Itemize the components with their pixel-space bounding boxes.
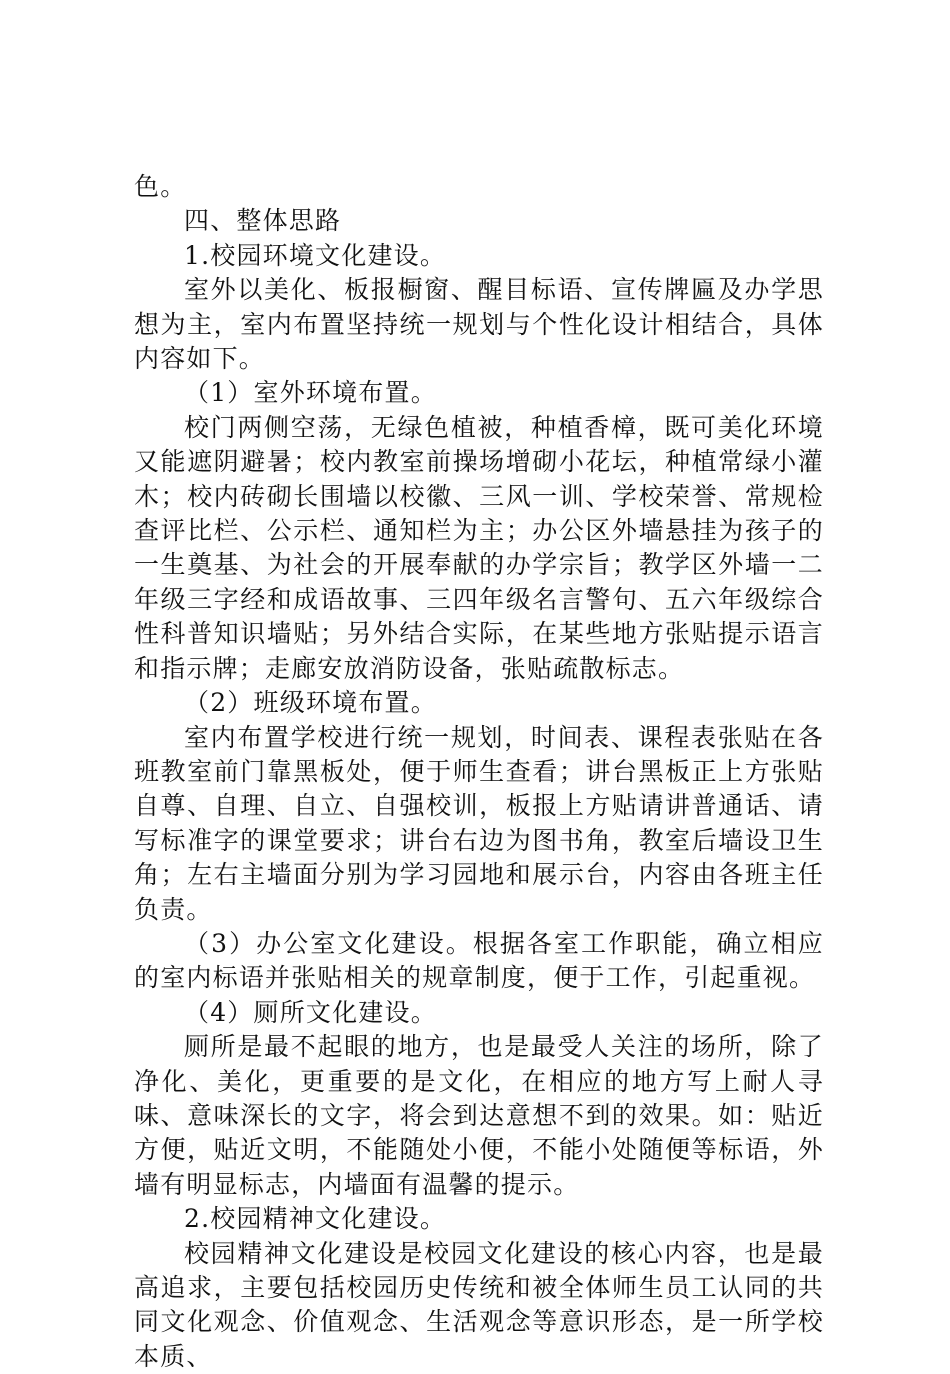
document-body bbox=[134, 170, 824, 1374]
paragraph-office-culture: （3）办公室文化建设。根据各室工作职能，确立相应的室内标语并张贴相关的规章制度，便于工作，引起重视。 bbox=[134, 928, 824, 993]
paragraph-campus-spirit: 校园精神文化建设是校园文化建设的核心内容，也是最高追求，主要包括校园历史传统和被全体师生员工认同的共同文化观念、价值观念、生活观念等意识形态，是一所学校本质、 bbox=[134, 1238, 824, 1371]
item-heading-classroom: （2）班级环境布置。 bbox=[184, 688, 437, 718]
paragraph-environment-intro: 室外以美化、板报橱窗、醒目标语、宣传牌匾及办学思想为主，室内布置坚持统一规划与个性化设计相结合，具体内容如下。 bbox=[134, 275, 824, 374]
item-heading-restroom: （4）厕所文化建设。 bbox=[184, 997, 437, 1027]
paragraph-continuation: 色。 bbox=[134, 172, 187, 201]
section-heading-overall-idea: 四、整体思路 bbox=[184, 206, 342, 236]
subheading-campus-environment: 1.校园环境文化建设。 bbox=[184, 240, 447, 270]
paragraph-outdoor: 校门两侧空荡，无绿色植被，种植香樟，既可美化环境又能遮阴避暑；校内教室前操场增砌小花坛，种植常绿小灌木；校内砖砌长围墙以校徽、三风一训、学校荣誉、常规检查评比栏、公示栏、通知栏为主；办公区外墙悬挂为孩子的一生奠基、为社会的开展奉献的办学宗旨；教学区外墙一二年级三字经和成语故事、三四年级名言警句、五六年级综合性科普知识墙贴；另外结合实际，在某些地方张贴提示语言和指示牌；走廊安放消防设备，张贴疏散标志。 bbox=[134, 412, 824, 683]
item-heading-outdoor: （1）室外环境布置。 bbox=[184, 378, 437, 408]
subheading-campus-spirit: 2.校园精神文化建设。 bbox=[184, 1204, 447, 1234]
paragraph-classroom: 室内布置学校进行统一规划，时间表、课程表张贴在各班教室前门靠黑板处，便于师生查看；讲台黑板正上方张贴自尊、自理、自立、自强校训，板报上方贴请讲普通话、请写标准字的课堂要求；讲台右边为图书角，教室后墙设卫生角；左右主墙面分别为学习园地和展示台，内容由各班主任负责。 bbox=[134, 722, 824, 924]
paragraph-restroom: 厕所是最不起眼的地方，也是最受人关注的场所，除了净化、美化，更重要的是文化，在相应的地方写上耐人寻味、意味深长的文字，将会到达意想不到的效果。如：贴近方便，贴近文明，不能随处小便，不能小处随便等标语，外墙有明显标志，内墙面有温馨的提示。 bbox=[134, 1032, 824, 1199]
